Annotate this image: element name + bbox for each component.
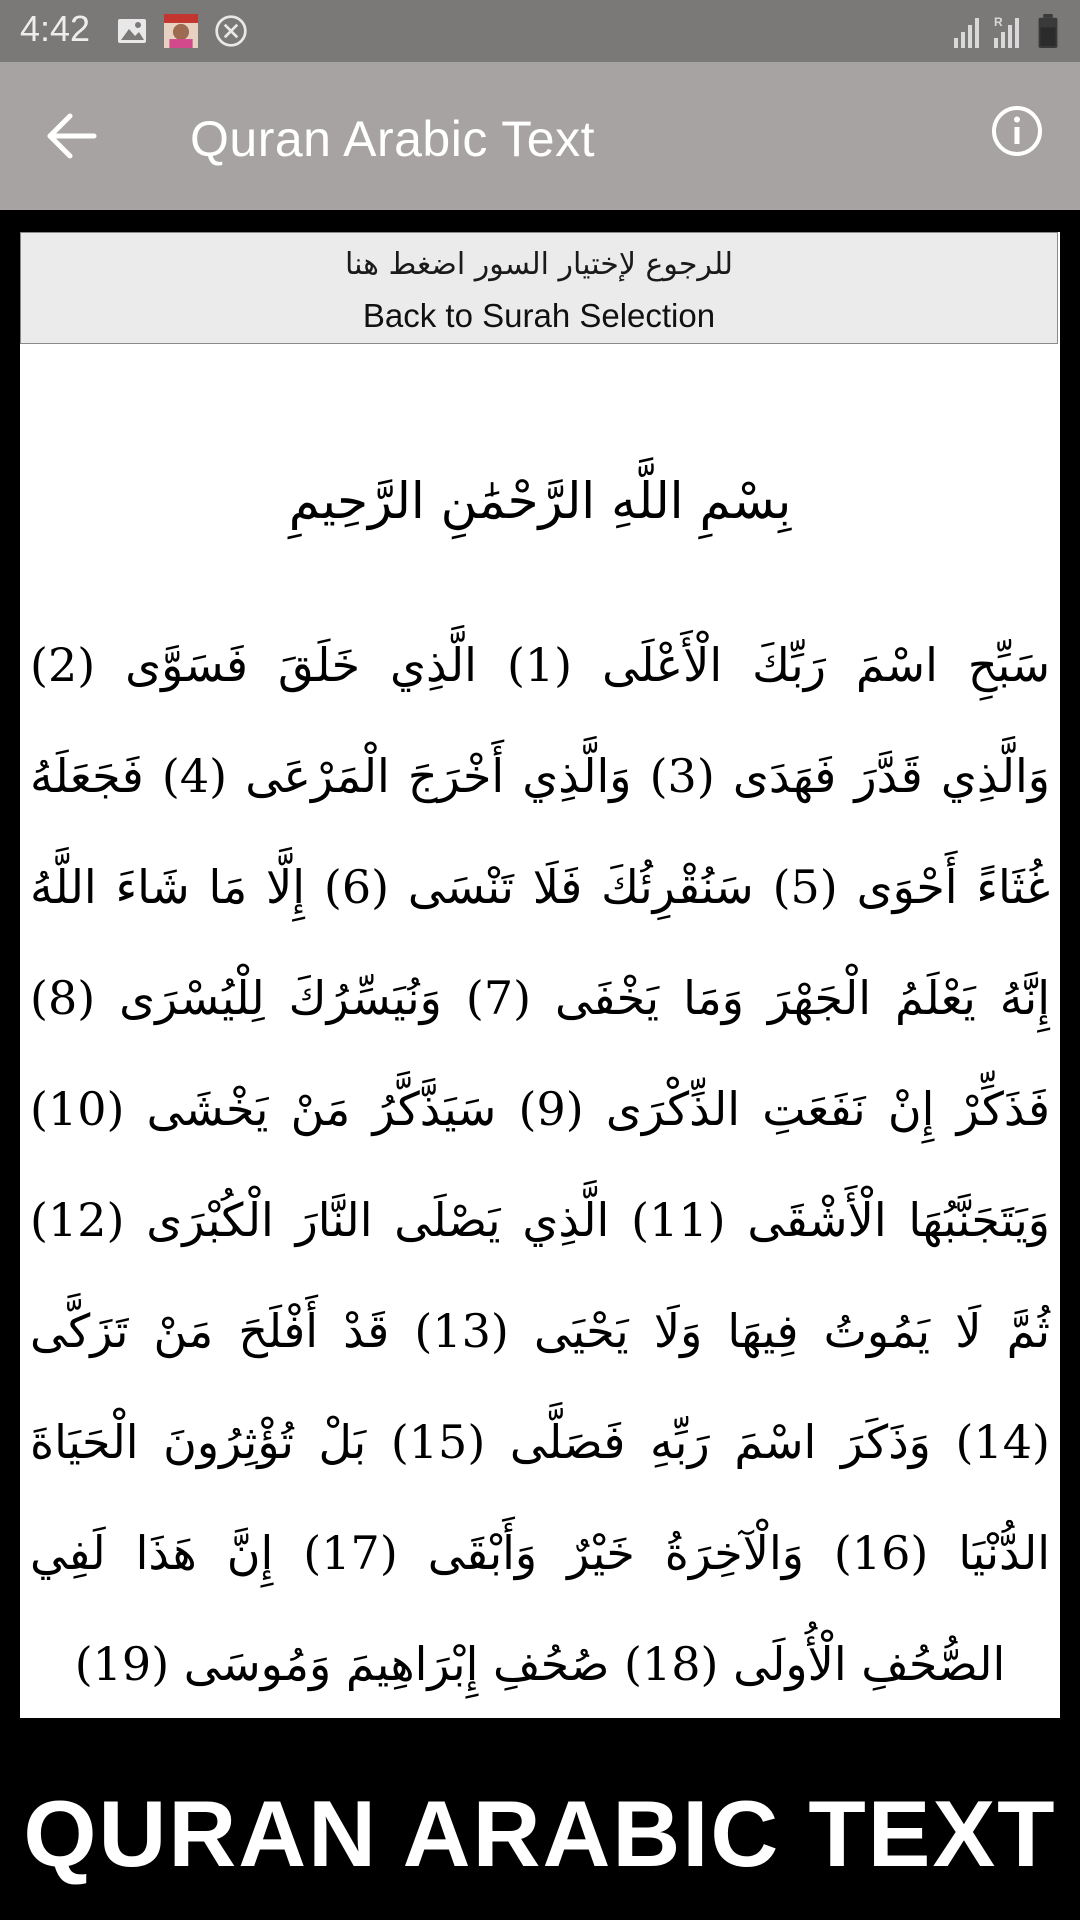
signal-icon [952,14,982,48]
image-icon [116,14,148,48]
surah-verses: سَبِّحِ اسْمَ رَبِّكَ الْأَعْلَى (1) الَّذِي خَلَقَ فَسَوَّى (2) وَالَّذِي قَدَّرَ فَهَدَى (3) وَالَّذِي أَخْرَجَ الْمَرْعَى (4) فَجَعَلَهُ غُثَاءً أَحْوَى (5) سَنُقْرِئُكَ فَلَا تَنْسَى (6) إِلَّا مَا شَاءَ اللَّهُ إِنَّهُ يَعْلَمُ الْجَهْرَ وَمَا يَخْفَى (7) وَنُيَسِّرُكَ لِلْيُسْرَى (8) فَذَكِّرْ إِنْ نَفَعَتِ الذِّكْرَى (9) سَيَذَّكَّرُ مَنْ يَخْشَى (10) وَيَتَجَنَّبُهَا الْأَشْقَى (11) الَّذِي يَصْلَى النَّارَ الْكُبْرَى (12) ثُمَّ لَا يَمُوتُ فِيهَا وَلَا يَحْيَى (13) قَدْ أَفْلَحَ مَنْ تَزَكَّى (14) وَذَكَرَ اسْمَ رَبِّهِ فَصَلَّى (15) بَلْ تُؤْثِرُونَ الْحَيَاةَ الدُّنْيَا (16) وَالْآخِرَةُ خَيْرٌ وَأَبْقَى (17) إِنَّ هَذَا لَفِي الصُّحُفِ الْأُولَى (18) صُحُفِ إِبْرَاهِيمَ وَمُوسَى (19) [30,638,1050,1691]
status-bar [0,0,1080,62]
info-icon[interactable] [990,104,1044,158]
back-label-arabic: للرجوع لإختيار السور اضغط هنا [344,247,734,282]
back-label-english: Back to Surah Selection [362,297,716,334]
app-title: Quran Arabic Text [190,111,596,167]
close-circle-icon [212,14,250,48]
banner-title: QURAN ARABIC TEXT [23,1781,1057,1886]
surah-content [20,232,1060,1718]
signal-roaming-icon [990,14,1026,48]
app-bar [0,62,1080,210]
basmala: بِسْمِ اللَّهِ الرَّحْمَٰنِ الرَّحِيمِ [288,472,792,530]
back-to-surah-selection-button[interactable] [20,232,1058,344]
arrow-back-icon[interactable] [44,108,100,164]
status-time: 4:42 [20,8,91,49]
bottom-banner [0,1730,1080,1920]
svg-text:R: R [994,15,1003,29]
app-thumbnail-icon [162,14,200,48]
battery-icon [1036,14,1060,48]
